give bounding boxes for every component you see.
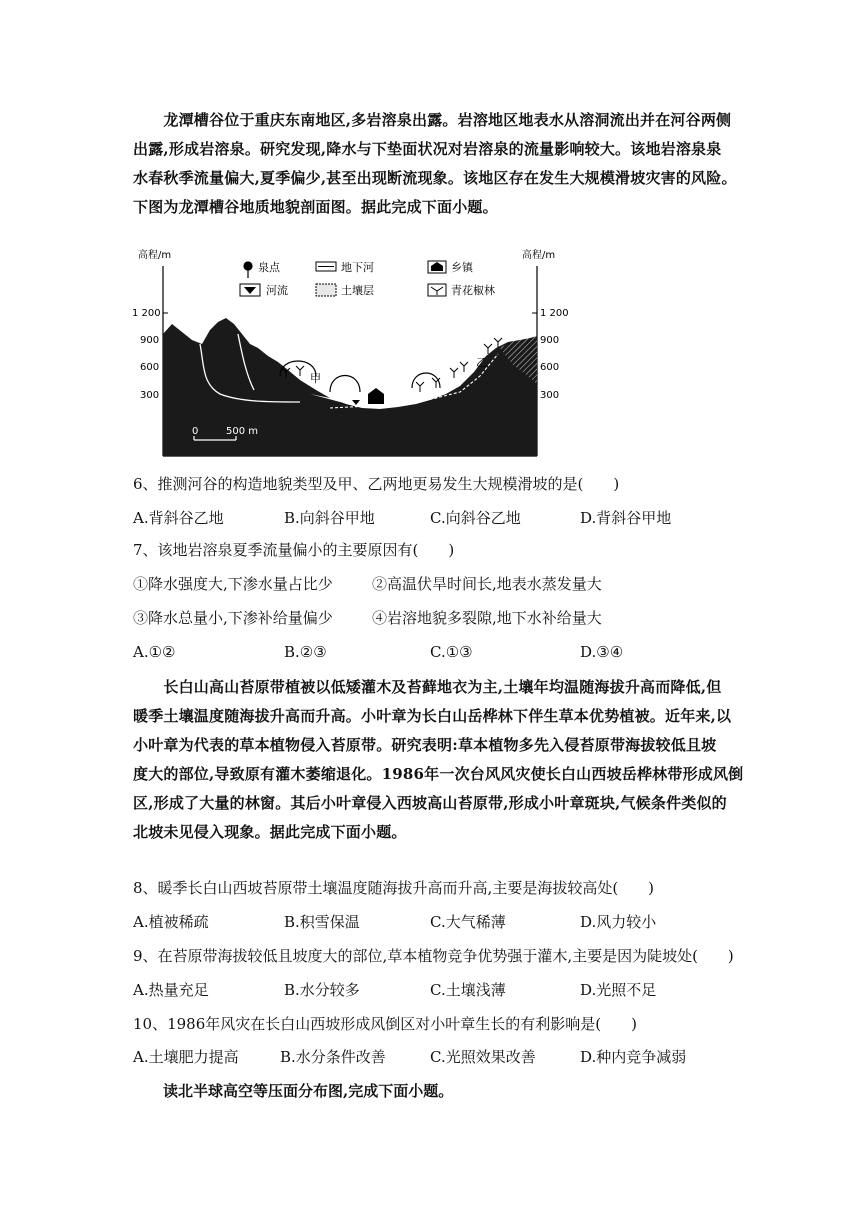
scale-label: 500 m <box>226 426 259 437</box>
legend-label: 土壤层 <box>341 284 374 297</box>
question-7-statement: ③降水总量小,下渗补给量偏少 <box>133 609 333 627</box>
question-6-option-b[interactable]: B.向斜谷甲地 <box>284 509 375 527</box>
profile-diagram <box>130 244 572 459</box>
spring-arc <box>330 376 360 393</box>
question-9-option-a[interactable]: A.热量充足 <box>133 981 209 999</box>
passage-1-line: 出露,形成岩溶泉。研究发现,降水与下垫面状况对岩溶泉的流量影响较大。该地岩溶泉泉 <box>133 140 722 158</box>
legend-label: 乡镇 <box>451 261 473 274</box>
closing-instruction: 读北半球高空等压面分布图,完成下面小题。 <box>133 1082 454 1100</box>
passage-1 <box>133 106 745 222</box>
question-10-option-c[interactable]: C.光照效果改善 <box>430 1048 536 1066</box>
legend-soil-layer <box>316 283 374 297</box>
passage-2 <box>133 673 745 847</box>
question-8-option-b[interactable]: B.积雪保温 <box>284 913 360 931</box>
question-7-option-b[interactable]: B.②③ <box>284 643 327 661</box>
label-jia: 甲 <box>310 372 321 385</box>
passage-2-line: 暖季土壤温度随海拔升高而升高。小叶章为长白山岳桦林下伴生草本优势植被。近年来,以 <box>133 707 732 725</box>
legend-river <box>240 283 288 297</box>
question-6-stem: 6、推测河谷的构造地貌类型及甲、乙两地更易发生大规模滑坡的是( ) <box>133 475 620 493</box>
legend-underground-river <box>316 260 374 274</box>
question-8-option-a[interactable]: A.植被稀疏 <box>133 913 209 931</box>
passage-2-line: 度大的部位,导致原有灌木萎缩退化。1986年一次台风风灾使长白山西坡岳桦林带形成风倒 <box>133 765 744 783</box>
right-tick-label: 1 200 <box>540 308 569 319</box>
right-tick-label: 900 <box>540 335 560 346</box>
passage-1-line: 下图为龙潭槽谷地质地貌剖面图。据此完成下面小题。 <box>133 198 498 216</box>
question-10-stem: 10、1986年风灾在长白山西坡形成风倒区对小叶章生长的有利影响是( ) <box>133 1015 637 1033</box>
right-tick-label: 300 <box>540 390 560 401</box>
question-6-option-a[interactable]: A.背斜谷乙地 <box>133 509 224 527</box>
right-axis-title: 高程/m <box>522 250 556 261</box>
question-9-option-c[interactable]: C.土壤浅薄 <box>430 981 506 999</box>
legend <box>240 260 495 297</box>
right-tick-label: 600 <box>540 362 560 373</box>
question-6-option-c[interactable]: C.向斜谷乙地 <box>430 509 521 527</box>
question-7-option-d[interactable]: D.③④ <box>580 643 624 661</box>
question-9-option-d[interactable]: D.光照不足 <box>580 981 657 999</box>
question-7-option-a[interactable]: A.①② <box>133 643 176 661</box>
legend-label: 河流 <box>266 284 288 297</box>
question-9-stem: 9、在苔原带海拔较低且坡度大的部位,草本植物竞争优势强于灌木,主要是因为陡坡处( ) <box>133 947 734 965</box>
question-6-option-d[interactable]: D.背斜谷甲地 <box>580 509 672 527</box>
legend-pepper-forest <box>428 283 495 297</box>
geologic-profile-figure <box>130 244 572 459</box>
scale-zero: 0 <box>192 426 199 437</box>
question-7-statement: ②高温伏旱时间长,地表水蒸发量大 <box>372 575 602 593</box>
bedrock-profile <box>163 318 537 456</box>
legend-label: 青花椒林 <box>451 284 495 297</box>
question-10-option-a[interactable]: A.土壤肥力提高 <box>133 1048 239 1066</box>
question-9-option-b[interactable]: B.水分较多 <box>284 981 360 999</box>
passage-1-line: 水春秋季流量偏大,夏季偏少,甚至出现断流现象。该地区存在发生大规模滑坡灾害的风险。 <box>133 169 737 187</box>
left-axis-title: 高程/m <box>138 250 172 261</box>
passage-1-line: 龙潭槽谷位于重庆东南地区,多岩溶泉出露。岩溶地区地表水从溶洞流出并在河谷两侧 <box>133 111 732 129</box>
legend-label: 地下河 <box>341 261 374 274</box>
question-8-option-c[interactable]: C.大气稀薄 <box>430 913 506 931</box>
passage-2-line: 长白山高山苔原带植被以低矮灌木及苔藓地衣为主,土壤年均温随海拔升高而降低,但 <box>133 678 722 696</box>
label-yi: 乙 <box>476 356 487 369</box>
left-tick-label: 900 <box>140 335 160 346</box>
question-7-stem: 7、该地岩溶泉夏季流量偏小的主要原因有( ) <box>133 541 455 559</box>
left-tick-label: 300 <box>140 390 160 401</box>
legend-label: 泉点 <box>258 261 280 274</box>
legend-spring <box>244 260 281 278</box>
left-tick-label: 600 <box>140 362 160 373</box>
question-7-statement: ①降水强度大,下渗水量占比少 <box>133 575 333 593</box>
question-7-statement: ④岩溶地貌多裂隙,地下水补给量大 <box>372 609 602 627</box>
question-10-option-b[interactable]: B.水分条件改善 <box>280 1048 386 1066</box>
question-8-stem: 8、暖季长白山西坡苔原带土壤温度随海拔升高而升高,主要是海拔较高处( ) <box>133 879 655 897</box>
question-8-option-d[interactable]: D.风力较小 <box>580 913 657 931</box>
passage-2-line: 北坡未见侵入现象。据此完成下面小题。 <box>133 823 407 841</box>
passage-2-line: 区,形成了大量的林窗。其后小叶章侵入西坡高山苔原带,形成小叶章斑块,气候条件类似的 <box>133 794 727 812</box>
legend-town <box>428 260 474 274</box>
town-icon <box>368 388 384 404</box>
left-tick-label: 1 200 <box>132 308 161 319</box>
passage-2-line: 小叶章为代表的草本植物侵入苔原带。研究表明:草本植物多先入侵苔原带海拔较低且坡 <box>133 736 717 754</box>
question-7-option-c[interactable]: C.①③ <box>430 643 473 661</box>
question-10-option-d[interactable]: D.种内竞争减弱 <box>580 1048 687 1066</box>
